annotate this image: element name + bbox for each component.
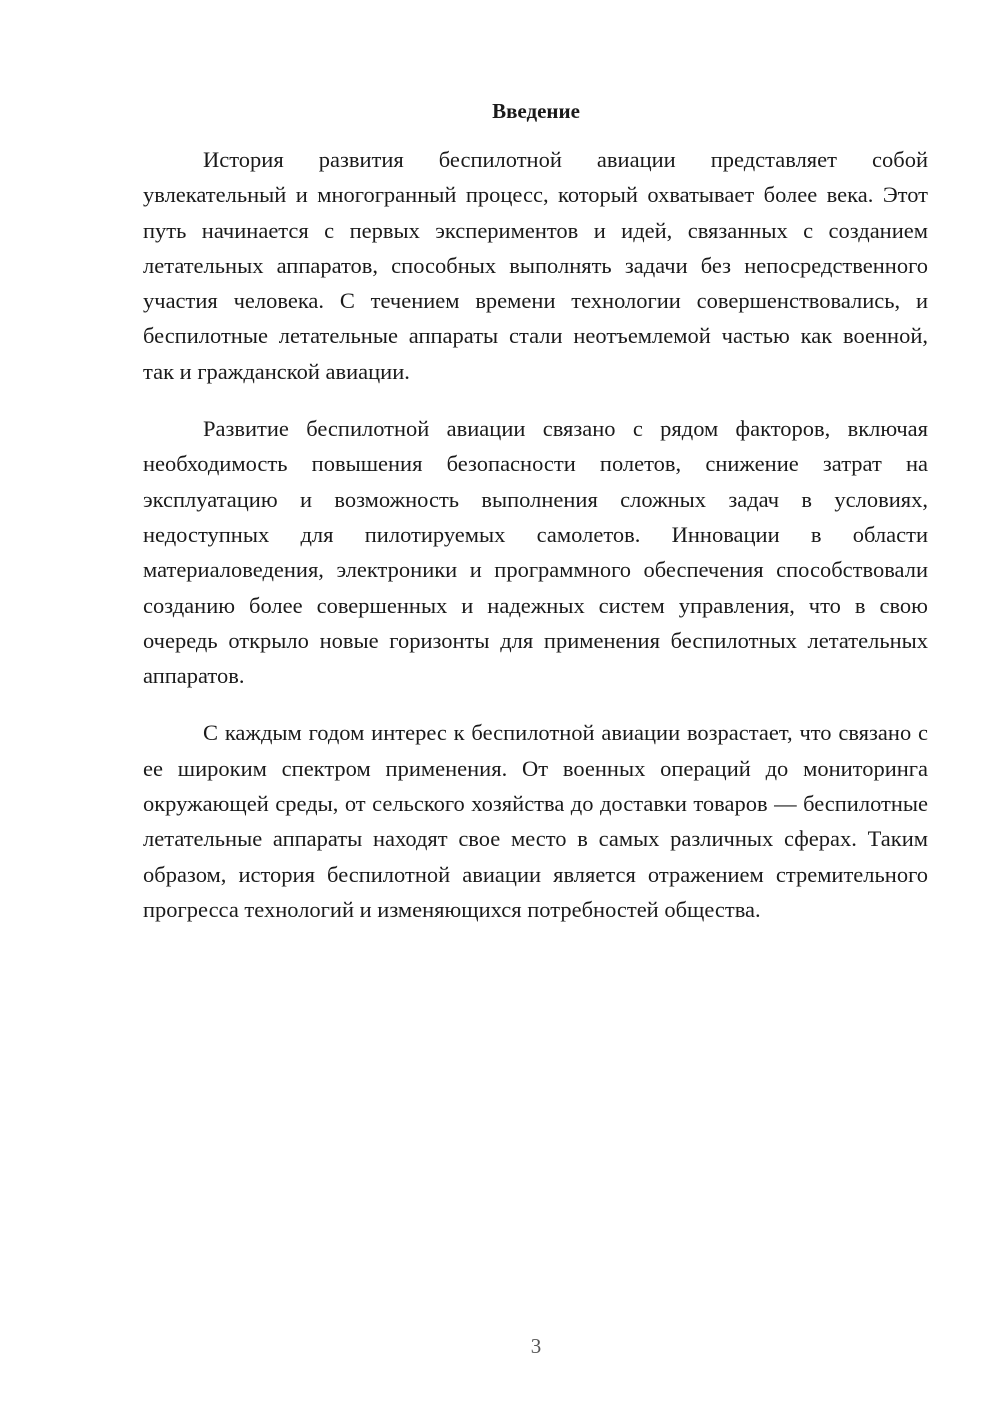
body-text — [143, 142, 928, 949]
section-heading: Введение — [492, 99, 580, 123]
paragraph: История развития беспилотной авиации представляет собой увлекательный и многогранный процесс, который охватывает более века. Этот путь начинается с первых экспериментов и идей, связанных с созданием летательных аппаратов, способных выполнять задачи без непосредственного участия человека. С течением времени технологии совершенствовались, и беспилотные летательные аппараты стали неотъемлемой частью как военной, так и гражданской авиации. — [143, 147, 928, 384]
paragraph: Развитие беспилотной авиации связано с рядом факторов, включая необходимость повышения безопасности полетов, снижение затрат на эксплуатацию и возможность выполнения сложных задач в условиях, недоступных для пилотируемых самолетов. Инновации в области материаловедения, электроники и программного обеспечения способствовали созданию более совершенных и надежных систем управления, что в свою очередь открыло новые горизонты для применения беспилотных летательных аппаратов. — [143, 416, 928, 689]
paragraph: С каждым годом интерес к беспилотной авиации возрастает, что связано с ее широким спектром применения. От военных операций до мониторинга окружающей среды, от сельского хозяйства до доставки товаров — беспилотные летательные аппараты находят свое место в самых различных сферах. Таким образом, история беспилотной авиации является отражением стремительного прогресса технологий и изменяющихся потребностей общества. — [143, 720, 928, 922]
page-number: 3 — [530, 1334, 542, 1358]
